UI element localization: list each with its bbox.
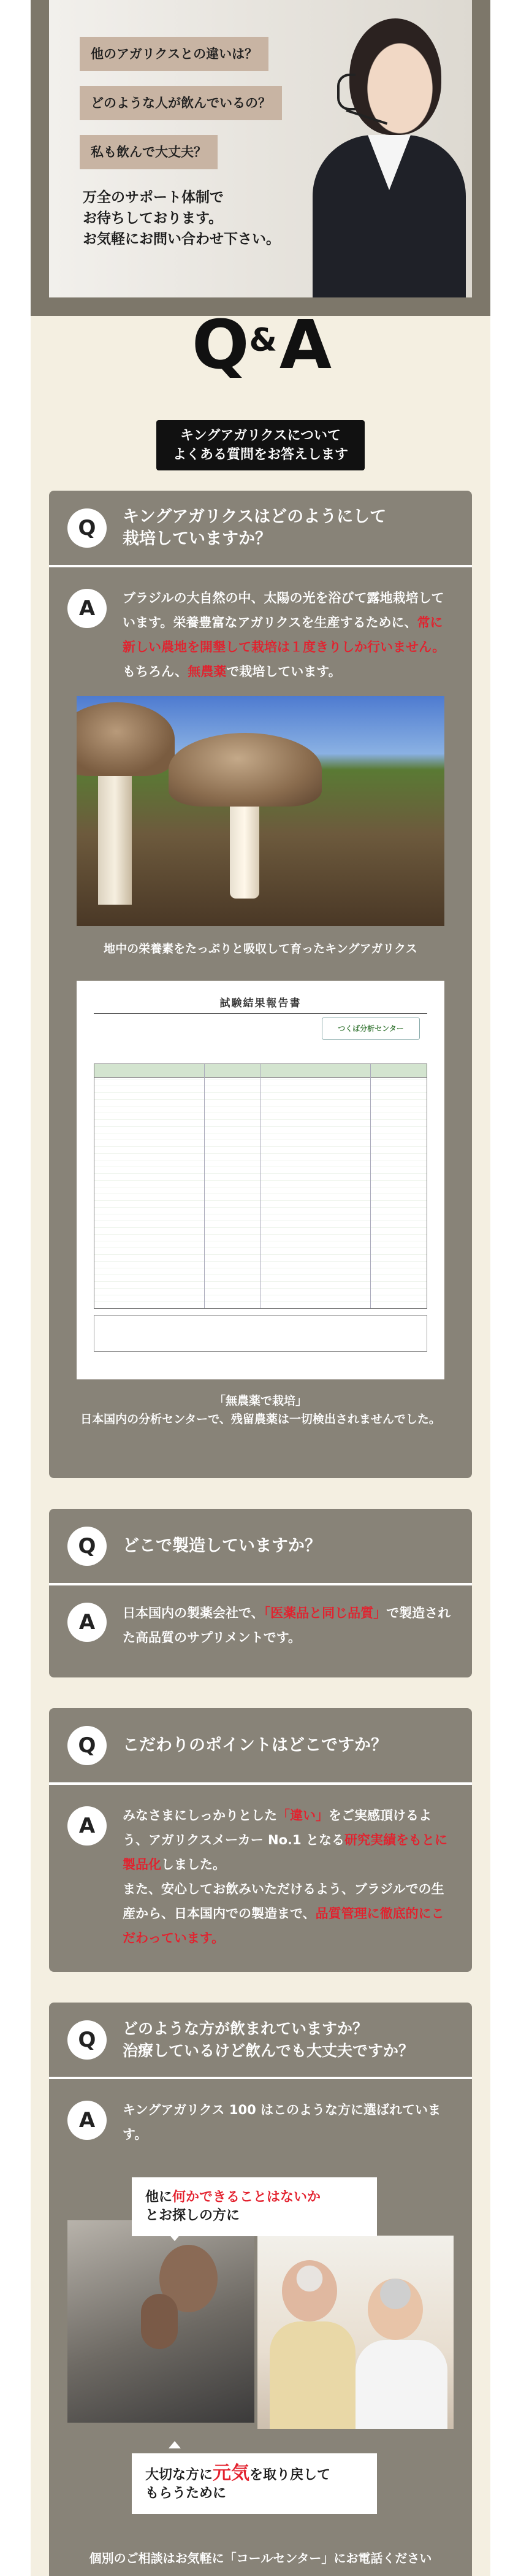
answer-highlight: 常に新しい農地を開墾して栽培は１度きりしか行いません。: [123, 615, 446, 654]
qa-sub-line-1: キングアガリクスについて: [180, 428, 341, 443]
qa-question-row[interactable]: [49, 491, 472, 567]
qa-answer: [49, 567, 472, 1447]
qa-answer: [49, 2079, 472, 2165]
couple-body: [270, 2321, 356, 2429]
report-table-col: [260, 1064, 261, 1308]
support-line-2: お待ちしております。: [83, 210, 223, 226]
question-text: [123, 506, 386, 550]
answer-part: をご実感頂けるよう、アガリクスメーカー No.1 となる: [123, 1808, 432, 1847]
answer-part: みなさまにしっかりとした: [123, 1808, 277, 1823]
speech-bubble-2: [132, 2453, 377, 2514]
speech-part: 大切な方に: [145, 2467, 213, 2483]
report-title: 試験結果報告書: [219, 997, 302, 1010]
question-text: どこで製造していますか？: [123, 1536, 321, 1555]
answer-highlight: 研究実績をもとに製品化: [123, 1833, 447, 1872]
answer-part: で栽培しています。: [226, 664, 341, 679]
qa-heading-amp: &: [249, 322, 277, 359]
answer-highlight: 「違い」: [277, 1808, 329, 1823]
report-caption: [67, 1392, 454, 1428]
qa-heading: [0, 307, 521, 383]
qa-item-cultivation: [49, 491, 472, 1478]
report-caption-line-2: 日本国内の分析センターで、残留農薬は一切検出されませんでした。: [80, 1413, 441, 1426]
answer-highlight: 無農薬: [188, 664, 227, 679]
right-margin: [490, 0, 521, 2576]
call-center-note: 個別のご相談はお気軽に「コールセンター」にお電話ください: [89, 2551, 432, 2566]
question-line-2: 治療しているけど飲んでも大丈夫ですか？: [123, 2041, 414, 2060]
answer-text: キングアガリクス 100 はこのような方に選ばれています。: [123, 2103, 441, 2142]
answer-text: [123, 586, 454, 684]
report-divider: [94, 1013, 427, 1014]
hero-banner: [31, 0, 490, 316]
elderly-couple-photo: [257, 2236, 454, 2429]
qa-item-users: [49, 2003, 472, 2576]
answer-part: ブラジルの大自然の中、太陽の光を浴びて露地栽培しています。栄養豊富なアガリクスを生産するために、: [123, 591, 444, 630]
question-badge-icon: Q: [67, 1726, 107, 1765]
support-line-1: 万全のサポート体制で: [83, 190, 224, 205]
answer-badge-icon: A: [67, 1603, 107, 1642]
question-badge-icon: Q: [67, 508, 107, 548]
question-line-1: キングアガリクスはどのようにして: [123, 507, 387, 526]
mushroom-stem: [230, 797, 259, 899]
speech-part: 他に: [145, 2190, 173, 2205]
qa-heading-a: A: [279, 305, 329, 384]
hero-support-text: [83, 187, 316, 250]
mushroom-photo: [77, 696, 444, 926]
headset-icon: [337, 74, 356, 110]
mushroom-caption: 地中の栄養素をたっぷりと吸収して育ったキングアガリクス: [104, 942, 417, 956]
answer-highlight: 品質管理に徹底的にこだわっています。: [123, 1906, 444, 1945]
qa-question-row[interactable]: [49, 1708, 472, 1785]
speech-part: もらうために: [145, 2486, 227, 2501]
question-badge-icon: Q: [67, 1527, 107, 1566]
hero-question-2: どのような人が飲んでいるの？: [80, 86, 282, 120]
answer-badge-icon: A: [67, 589, 107, 628]
speech-highlight: 何かできることはないか: [172, 2190, 321, 2205]
hero-question-1: 他のアガリクスとの違いは？: [80, 37, 268, 71]
qa-item-manufacturing: [49, 1509, 472, 1677]
answer-part: で製造された高品質のサプリメントです。: [123, 1606, 451, 1645]
report-footnote: [94, 1315, 427, 1352]
question-badge-icon: Q: [67, 2020, 107, 2060]
speech-highlight: 元気: [213, 2463, 250, 2484]
answer-text: [123, 1803, 454, 1950]
couple-body: [356, 2340, 447, 2429]
question-line-2: 栽培していますか？: [123, 529, 272, 548]
qa-heading-q: Q: [191, 305, 247, 384]
answer-badge-icon: A: [67, 1806, 107, 1846]
qa-answer: [49, 1785, 472, 1969]
report-table-col: [370, 1064, 371, 1308]
speech-part: を取り戻して: [249, 2467, 331, 2483]
report-table-col: [204, 1064, 205, 1308]
mushroom-cap: [77, 702, 175, 776]
answer-part: 日本国内の製薬会社で、: [123, 1606, 264, 1620]
answer-text: [123, 1601, 454, 1650]
answer-part: また、安心してお飲みいただけるよう、ブラジルでの生産から、日本国内での製造まで、: [123, 1882, 444, 1921]
report-table: [94, 1064, 427, 1309]
qa-question-row[interactable]: [49, 1509, 472, 1585]
man-hand: [141, 2294, 178, 2349]
support-line-3: お気軽にお問い合わせ下さい。: [83, 231, 280, 247]
elderly-man-photo: [67, 2220, 254, 2423]
speech-bubble-1: [132, 2177, 377, 2236]
answer-part: しました。: [161, 1857, 226, 1872]
couple-head: [368, 2279, 423, 2340]
left-margin: [0, 0, 31, 2576]
test-report-image: [77, 981, 444, 1379]
qa-subheading: [156, 420, 365, 470]
hero-question-3: 私も飲んで大丈夫？: [80, 135, 218, 169]
answer-highlight: 「医薬品と同じ品質」: [264, 1606, 387, 1620]
mushroom-cap: [169, 733, 322, 807]
operator-head: [349, 18, 441, 135]
question-text: [123, 2018, 414, 2062]
report-lab-logo: つくば分析センター: [322, 1018, 420, 1040]
answer-part: もちろん、: [123, 664, 188, 679]
hero-inner: [49, 0, 472, 297]
qa-question-row[interactable]: [49, 2003, 472, 2079]
qa-item-commitment: [49, 1708, 472, 1972]
mushroom-stem: [98, 770, 132, 905]
speech-part: とお探しの方に: [145, 2208, 240, 2223]
question-line-1: どのような方が飲まれていますか？: [123, 2019, 368, 2037]
answer-badge-icon: A: [67, 2101, 107, 2140]
qa-answer: [49, 1585, 472, 1668]
report-caption-line-1: 「無農薬で栽培」: [213, 1394, 307, 1408]
qa-sub-line-2: よくある質問をお答えします: [172, 447, 348, 462]
question-text: こだわりのポイントはどこですか？: [123, 1735, 387, 1755]
couple-head: [282, 2260, 337, 2321]
